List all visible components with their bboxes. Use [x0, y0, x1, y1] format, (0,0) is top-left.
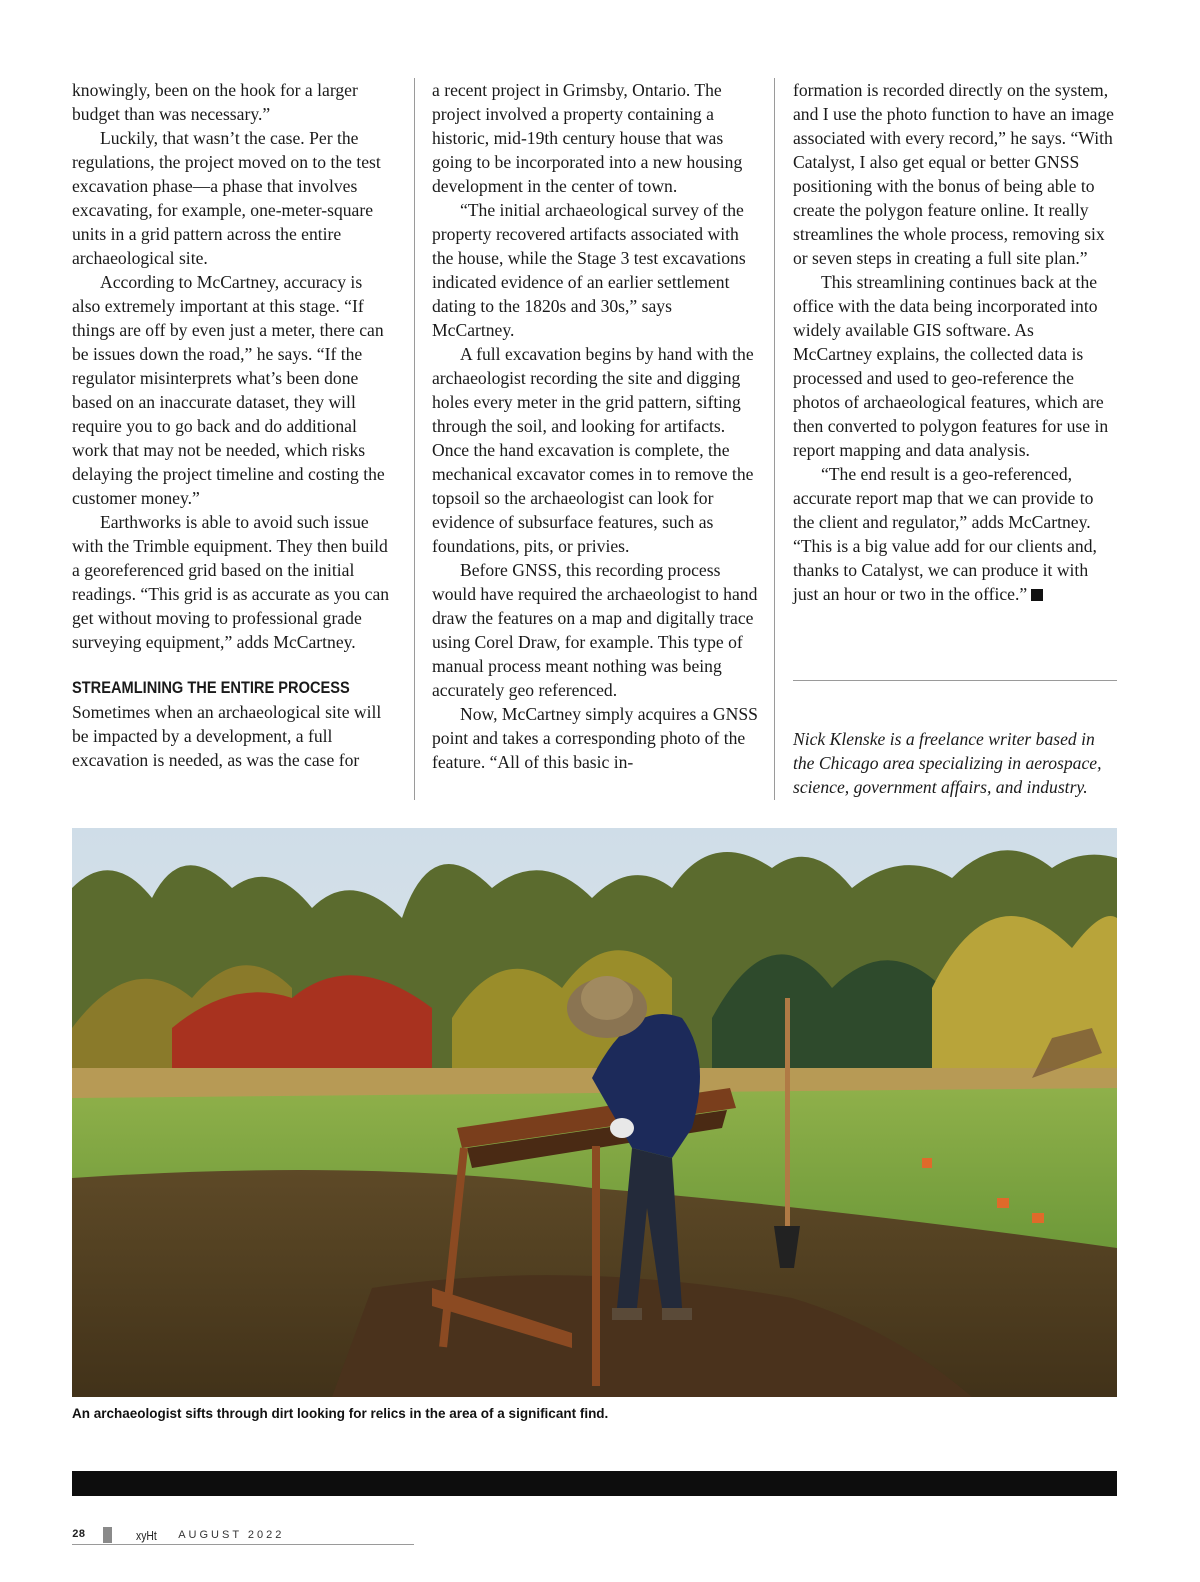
paragraph: A full excavation begins by hand with the archaeologist recording the site and digging holes every meter in the grid pattern, sifting through the soil, and looking for artifacts. Once the hand excavation is complete, the mechanical excavator comes in to remove the topsoil so the archaeologist can look for evidence of subsurface features, such as foundations, pits, or privies. — [432, 344, 754, 556]
section-subheading: STREAMLINING THE ENTIRE PROCESS — [72, 678, 350, 697]
column-divider — [414, 78, 415, 800]
paragraph: “The initial archaeological survey of the property recovered artifacts associated with the house, while the Stage 3 test excavations indicated evidence of an earlier settlement dating to the 1820s and 30s,” says McCartney. — [432, 200, 746, 340]
paragraph: Sometimes when an archaeological site will be impacted by a development, a full excavation is needed, as was the case for — [72, 702, 382, 770]
archaeology-photo — [72, 828, 1117, 1397]
footer-black-band — [72, 1471, 1117, 1496]
page-number: 28 — [72, 1529, 86, 1541]
footer-rule — [72, 1544, 414, 1545]
paragraph: knowingly, been on the hook for a larger budget than was necessary.” — [72, 80, 358, 124]
paragraph: Now, McCartney simply acquires a GNSS point and takes a corresponding photo of the feature. “All of this basic in- — [432, 704, 758, 772]
paragraph: formation is recorded directly on the system, and I use the photo function to have an image associated with every record,” he says. “With Catalyst, I also get equal or better GNSS positioning with the bonus of being able to create the polygon feature online. It really streamlines the whole process, removing six or seven steps in creating a full site plan.” — [793, 80, 1114, 268]
article-column-3 — [793, 78, 1117, 606]
paragraph: a recent project in Grimsby, Ontario. The project involved a property containing a historic, mid-19th century house that was going to be incorporated into a new housing development in the center of town. — [432, 80, 743, 196]
paragraph-text: “The end result is a geo-referenced, accurate report map that we can provide to the client and regulator,” adds McCartney. “This is a big value add for our clients and, thanks to Catalyst, we can produce it with just an hour or two in the office.” — [793, 464, 1097, 604]
paragraph — [793, 462, 1117, 606]
paragraph: Earthworks is able to avoid such issue with the Trimble equipment. They then build a georeferenced grid based on the initial readings. “This grid is as accurate as you can get without moving to professional grade surveying equipment,” adds McCartney. — [72, 512, 390, 652]
author-bio: Nick Klenske is a freelance writer based in the Chicago area specializing in aerospace, science, government affairs, and industry. — [793, 729, 1102, 797]
column-divider — [774, 78, 775, 800]
paragraph: According to McCartney, accuracy is also extremely important at this stage. “If things are off by even just a meter, there can be issues down the road,” he says. “If the regulator misinterprets what’s been done based on an inaccurate dataset, they will require you to go back and do additional work that may not be needed, which risks delaying the project timeline and costing the customer money.” — [72, 272, 385, 508]
photo-caption: An archaeologist sifts through dirt looking for relics in the area of a significant find. — [72, 1406, 609, 1421]
paragraph: Before GNSS, this recording process would have required the archaeologist to hand draw the features on a map and digitally trace using Corel Draw, for example. This type of manual process meant nothing was being accurately geo referenced. — [432, 560, 758, 700]
bio-divider — [793, 680, 1117, 681]
footer-bar — [103, 1527, 112, 1543]
paragraph: Luckily, that wasn’t the case. Per the regulations, the project moved on to the test excavation phase—a phase that involves excavating, for example, one-meter-square units in a grid pattern across the entire archaeological site. — [72, 128, 381, 268]
article-column-2 — [432, 78, 758, 774]
end-of-article-mark — [1031, 589, 1043, 601]
page-footer — [72, 1526, 284, 1544]
article-column-1 — [72, 78, 394, 772]
magazine-name: xyHt — [136, 1527, 158, 1543]
issue-date: AUGUST 2022 — [178, 1529, 285, 1541]
paragraph: This streamlining continues back at the office with the data being incorporated into widely available GIS software. As McCartney explains, the collected data is processed and used to geo-reference the photos of archaeological features, which are then converted to polygon features for use in report mapping and data analysis. — [793, 272, 1109, 460]
